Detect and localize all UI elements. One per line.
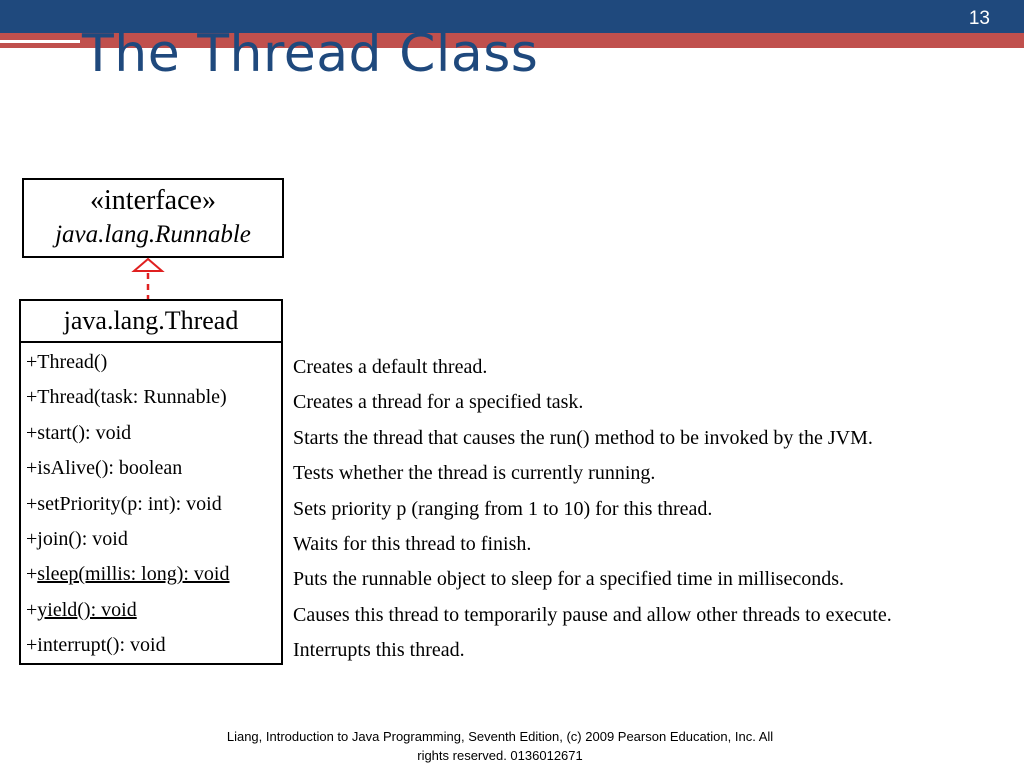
method-row [26, 455, 281, 490]
method-signature: sleep(millis: long): void [37, 563, 230, 586]
method-visibility: + [26, 386, 38, 409]
method-visibility: + [26, 457, 38, 480]
header-stripe [608, 55, 948, 58]
method-row [26, 561, 281, 596]
method-description: Sets priority p (ranging from 1 to 10) for this thread. [293, 497, 713, 520]
method-description: Puts the runnable object to sleep for a specified time in milliseconds. [293, 568, 844, 591]
method-signature: yield(): void [37, 598, 137, 621]
method-row [26, 420, 281, 455]
interface-stereotype: «interface» [90, 185, 216, 216]
method-signature: Thread(task: Runnable) [37, 386, 227, 409]
footer-line: rights reserved. 0136012671 [417, 748, 583, 763]
method-row [26, 597, 281, 632]
class-name: java.lang.Thread [21, 301, 281, 343]
method-visibility: + [26, 563, 38, 586]
method-row [26, 349, 281, 384]
method-description: Causes this thread to temporarily pause and allow other threads to execute. [293, 603, 892, 626]
slide-title: The Thread Class [82, 24, 539, 84]
method-description: Interrupts this thread. [293, 639, 465, 662]
method-row [26, 491, 281, 526]
slide-number: 13 [968, 8, 990, 29]
method-description: Tests whether the thread is currently running. [293, 462, 656, 485]
method-signature: Thread() [37, 351, 108, 373]
method-visibility: + [26, 421, 38, 444]
method-visibility: + [26, 492, 38, 515]
method-signature: setPriority(p: int): void [37, 492, 222, 515]
interface-box [22, 178, 284, 258]
header-stripe [608, 66, 828, 69]
method-signature: start(): void [37, 421, 132, 444]
method-row [26, 632, 281, 667]
thread-class-box [19, 299, 283, 665]
method-visibility: + [26, 527, 38, 550]
method-signature: isAlive(): boolean [37, 457, 183, 480]
method-row [26, 384, 281, 419]
footer [195, 727, 805, 765]
method-row [26, 526, 281, 561]
footer-line: Liang, Introduction to Java Programming, Seventh Edition, (c) 2009 Pearson Education, Inc. All [226, 729, 774, 744]
interface-name: java.lang.Runnable [55, 221, 251, 248]
method-description: Waits for this thread to finish. [293, 532, 532, 555]
header-stripe [840, 66, 1024, 69]
implements-arrow [120, 257, 176, 303]
method-visibility: + [26, 634, 38, 657]
method-visibility: + [26, 598, 38, 621]
method-description: Starts the thread that causes the run() method to be invoked by the JVM. [293, 426, 873, 449]
method-description: Creates a default thread. [293, 356, 488, 378]
method-description: Creates a thread for a specified task. [293, 391, 584, 414]
description-list [293, 352, 892, 671]
method-list [21, 343, 281, 668]
method-visibility: + [26, 351, 38, 373]
method-signature: interrupt(): void [37, 634, 166, 657]
header-stripe [0, 40, 80, 43]
header-stripe [960, 55, 1024, 58]
method-signature: join(): void [37, 527, 128, 550]
